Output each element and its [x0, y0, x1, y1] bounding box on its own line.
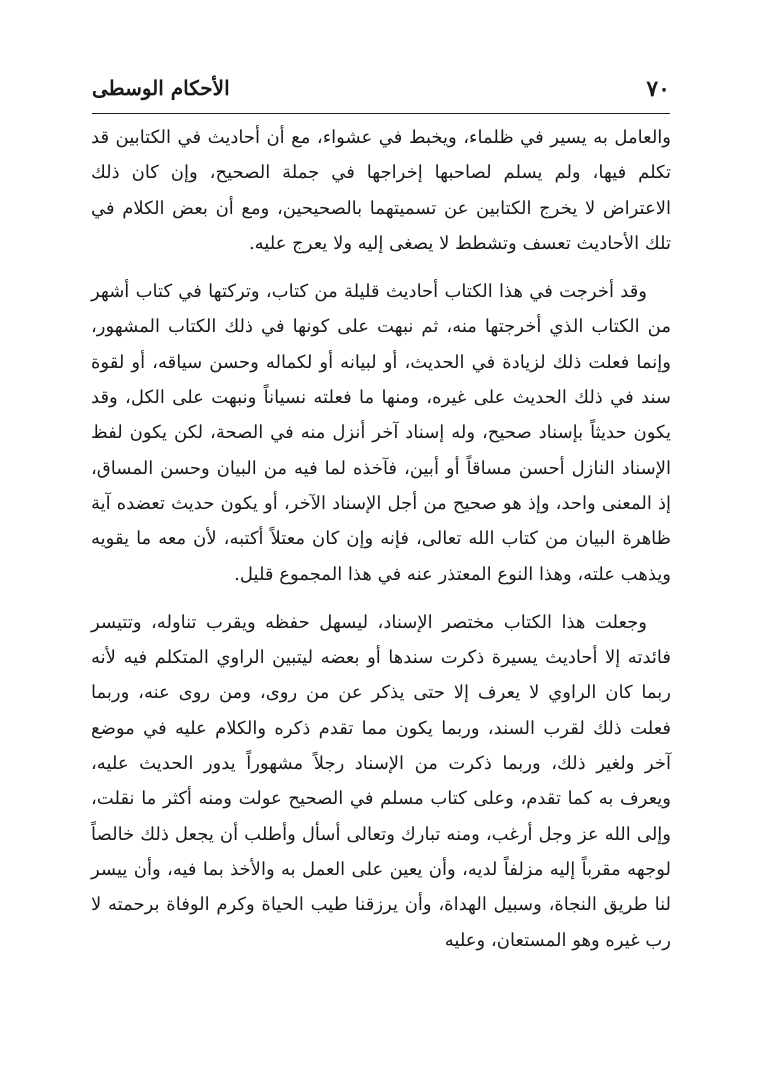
running-title: الأحكام الوسطى: [92, 76, 230, 100]
paragraph-3: وجعلت هذا الكتاب مختصر الإسناد، ليسهل حفظه ويقرب تناوله، وتتيسر فائدته إلا أحاديث يسيرة ذكرت سندها أو بعضه ليتبين الراوي المتكلم فيه لأنه ربما كان الراوي لا يعرف إلا حتى يذكر عن من روى، ومن روى عنه، وربما فعلت ذلك لقرب السند، وربما يكون مما تقدم ذكره والكلام عليه في موضع آخر ولغير ذلك، وربما ذكرت من الإسناد رجلاً مشهوراً يدور الحديث عليه، ويعرف به كما تقدم، وعلى كتاب مسلم في الصحيح عولت ومنه أكثر ما نقلت، وإلى الله عز وجل أرغب، ومنه تبارك وتعالى أسأل وأطلب أن يجعل ذلك خالصاً لوجهه مقرباً إليه مزلفاً لديه، وأن يعين على العمل به والأخذ بما فيه، وأن ييسر لنا طريق النجاة، وسبيل الهداة، وأن يرزقنا طيب الحياة وكرم الوفاة برحمته لا رب غيره وهو المستعان، وعليه: [91, 611, 671, 951]
paragraph-2: وقد أخرجت في هذا الكتاب أحاديث قليلة من كتاب، وتركتها في كتاب أشهر من الكتاب الذي أخرجتها منه، ثم نبهت على كونها في ذلك الكتاب المشهور، وإنما فعلت ذلك لزيادة في الحديث، أو لبيانه أو لكماله وحسن سياقه، أو لقوة سند في ذلك الحديث على غيره، ومنها ما فعلته نسياناً ونبهت على الكل، وقد يكون حديثاً بإسناد صحيح، وله إسناد آخر أنزل منه في الصحة، لكن يكون لفظ الإسناد النازل أحسن مساقاً أو أبين، فآخذه لما فيه من البيان وحسن المساق، إذ المعنى واحد، وإذ هو صحيح من أجل الإسناد الآخر، أو يكون حديث تعضده آية ظاهرة البيان من كتاب الله تعالى، فإنه وإن كان معتلاً أكتبه، لأن معه ما يقويه ويذهب علته، وهذا النوع المعتذر عنه في هذا المجموع قليل.: [91, 281, 671, 585]
body-text: [91, 120, 671, 971]
header-divider: [92, 113, 670, 114]
page-number: ٧٠: [646, 76, 670, 102]
paragraph-1: والعامل به يسير في ظلماء، ويخبط في عشواء، مع أن أحاديث في الكتابين قد تكلم فيها، ولم يسلم لصاحبها إخراجها في جملة الصحيح، وإن كان ذلك الاعتراض لا يخرج الكتابين عن تسميتهما بالصحيحين، ومع أن بعض الكلام في تلك الأحاديث تعسف وتشطط لا يصغى إليه ولا يعرج عليه.: [91, 127, 671, 254]
page-header: [92, 74, 670, 108]
